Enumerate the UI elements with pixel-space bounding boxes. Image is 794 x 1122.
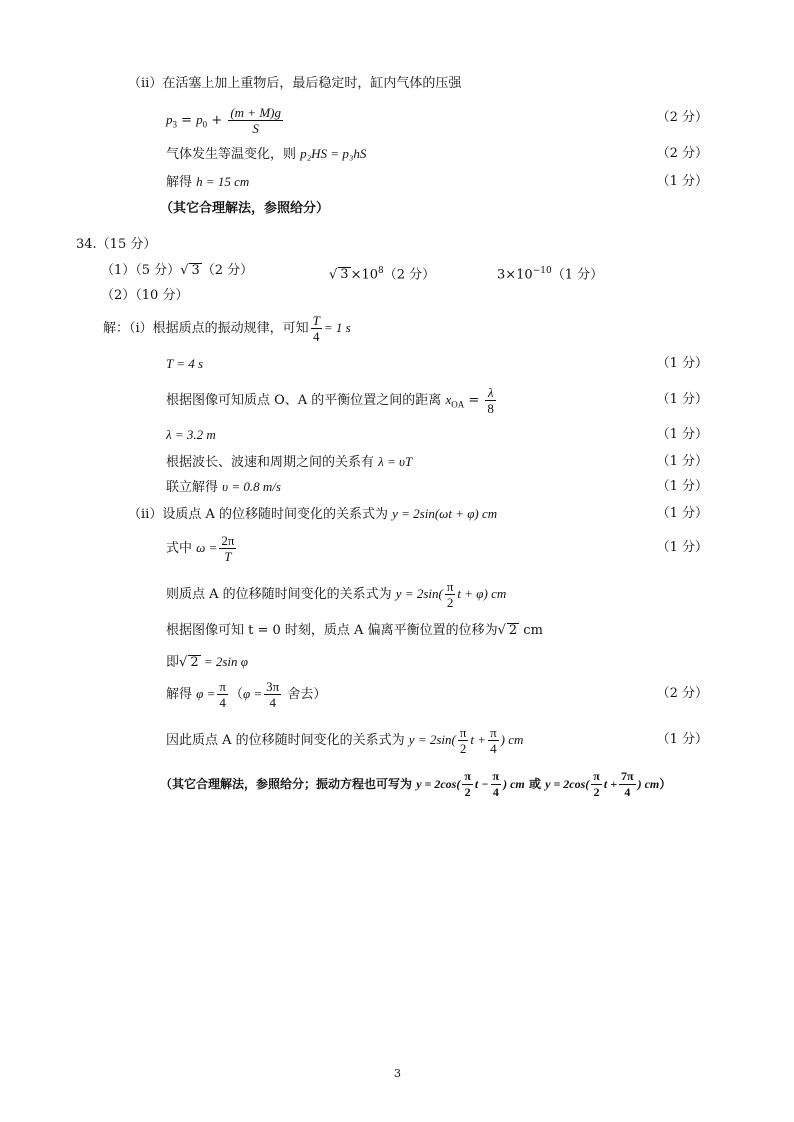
phi-score: （2 分） xyxy=(656,686,708,701)
wavelength-result: λ = 3.2 m xyxy=(166,427,216,442)
gas-isothermal: 气体发生等温变化，则 p₂HS = p₃hS xyxy=(166,146,367,162)
gas-score-2: （2 分） xyxy=(656,146,708,161)
q34-part1-ans2: √ $3 \times 10^8(2$ 分） xyxy=(329,266,436,283)
radical-sign: √ xyxy=(497,623,506,638)
gas-note: （其它合理解法，参照给分） xyxy=(160,201,330,216)
graph-line: 根据图像可知 t = 0 时刻，质点 A 偏离平衡位置的位移为√ 2 cm xyxy=(166,623,543,638)
q34-header: 34.（15 分） xyxy=(76,237,157,252)
gas-result: 解得 h = 15 cm xyxy=(166,174,250,190)
sol-ii-score: （1 分） xyxy=(656,506,708,521)
final-score: （1 分） xyxy=(656,732,708,747)
sqrt-line: 即√ 2 = 2sin φ xyxy=(166,654,248,670)
gas-score-3: （1 分） xyxy=(656,174,708,189)
distance-line: 根据图像可知质点 O、A 的平衡位置之间的距离 $x_{OA}$ = $\frac{\lambda}{8}$ xyxy=(166,385,494,416)
q34-part1: （1）（5 分）√ 3 （2 分） xyxy=(101,263,254,278)
omega-score: （1 分） xyxy=(656,540,708,555)
gas-score-1: （2 分） xyxy=(656,110,708,125)
final-note: （其它合理解法，参照给分；振动方程也可写为 y = 2cos( $\frac{\pi}{2}$ t − $\frac{\pi}{4}$ ) cm 或 y = 2cos( $\frac{\pi}{2}$ t + $\frac{7\pi}{4}$ ) cm） xyxy=(160,769,672,799)
final-line: 因此质点 A 的位移随时间变化的关系式为 y = 2sin( $\frac{\pi}{2}$ t + $\frac{\pi}{4}$ ) cm xyxy=(166,725,524,756)
period-score: （1 分） xyxy=(656,356,708,371)
speed-score: （1 分） xyxy=(656,479,708,494)
radical-sign: √ xyxy=(180,263,189,278)
sqrt-symbol: 3 xyxy=(191,263,200,278)
displacement-line: 则质点 A 的位移随时间变化的关系式为 y = 2sin( $\frac{\pi}{2}$ t + φ) cm xyxy=(166,579,507,610)
radical-sign: √ xyxy=(179,655,188,670)
speed-line: 联立解得 υ = 0.8 m/s xyxy=(166,479,281,495)
gas-pressure-equation: $p_3 = p_0$ + $\frac{(m + M)g}{S}$ xyxy=(166,105,281,136)
page-number: 3 xyxy=(394,1067,401,1080)
relation-line: 根据波长、波速和周期之间的关系有 λ = υT xyxy=(166,454,413,470)
q34-part2-label: （2）（10 分） xyxy=(101,288,189,303)
radical-sign: √ xyxy=(329,267,338,283)
q34-part1-ans3: $3\times 10^{-10}(1$ 分） xyxy=(497,266,604,283)
distance-score: （1 分） xyxy=(656,392,708,407)
relation-score: （1 分） xyxy=(656,454,708,469)
phi-line: 解得 φ = $\frac{\pi}{4}$ （φ = $\frac{3\pi}{4}$ 舍去） xyxy=(166,679,327,710)
period-result: T = 4 s xyxy=(166,356,204,371)
gas-intro: （ⅱ）在活塞上加上重物后，最后稳定时，缸内气体的压强 xyxy=(128,76,462,91)
sol-i-intro: 解：（ⅰ）根据质点的振动规律，可知 $\frac{T}{4}$ = 1 s xyxy=(103,313,351,344)
sol-ii-intro: （ⅱ）设质点 A 的位移随时间变化的关系式为 y = 2sin(ωt + φ) cm xyxy=(128,506,498,522)
omega-line: 式中 ω = $\frac{2\pi}{T}$ xyxy=(166,533,235,564)
wavelength-score: （1 分） xyxy=(656,427,708,442)
